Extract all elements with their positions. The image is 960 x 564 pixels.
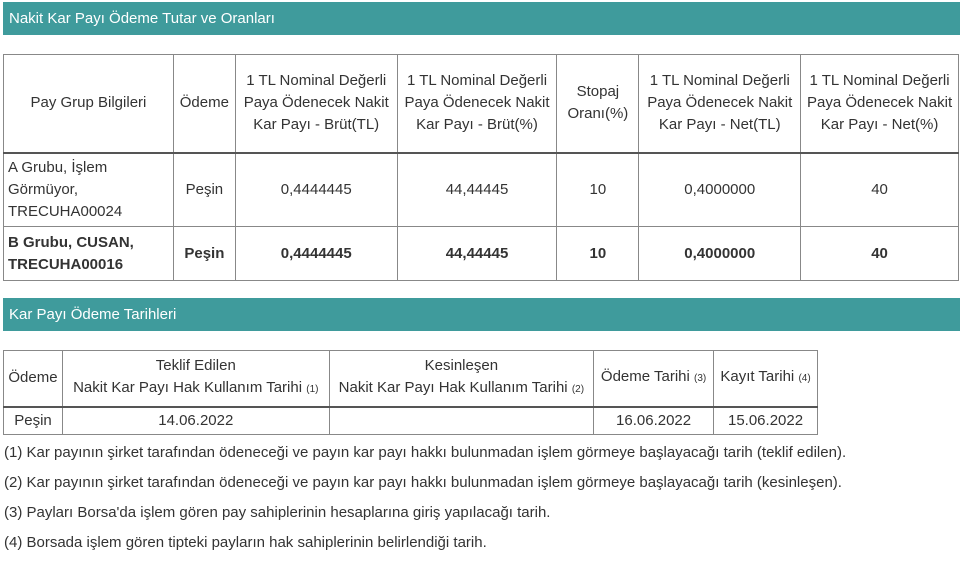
- table-header-row: [4, 55, 959, 153]
- cell-gross-tl: 0,4444445: [235, 153, 397, 227]
- cell-payment: Peşin: [173, 227, 235, 281]
- table-row: [4, 407, 818, 435]
- table-row: [4, 227, 959, 281]
- cell-net-tl: 0,4000000: [639, 227, 801, 281]
- footnote-3: (3) Payları Borsa'da işlem gören pay sahiplerinin hesaplarına giriş yapılacağı tarih.: [4, 504, 551, 521]
- header-line: Kesinleşen: [424, 357, 499, 375]
- table-header-row: [4, 351, 818, 407]
- cell-gross-pct: 44,44445: [397, 153, 557, 227]
- footnote-ref: (1): [306, 384, 319, 396]
- table-row: [4, 153, 959, 227]
- col-header-payment-date: [594, 351, 714, 407]
- header-text: Nakit Kar Payı Hak Kullanım Tarihi: [73, 379, 303, 397]
- cell-final-date: [329, 407, 594, 435]
- footnote-ref: (2): [571, 384, 585, 396]
- col-header-final-date: [329, 351, 594, 407]
- header-line: [332, 377, 592, 401]
- section-header-payment-dates: [3, 298, 960, 331]
- cell-net-pct: 40: [801, 153, 959, 227]
- cell-net-tl: 0,4000000: [639, 153, 801, 227]
- header-text: Nakit Kar Payı Hak Kullanım Tarihi: [338, 379, 568, 397]
- section-title: Nakit Kar Payı Ödeme Tutar ve Oranları: [9, 10, 275, 27]
- section-title: Kar Payı Ödeme Tarihleri: [9, 306, 177, 323]
- col-header-withholding: Stopaj Oranı(%): [557, 55, 639, 153]
- header-text: Ödeme Tarihi: [600, 368, 690, 386]
- footnotes: [4, 441, 846, 561]
- footnote-ref: (4): [798, 373, 811, 385]
- col-header-net-pct: 1 TL Nominal Değerli Paya Ödenecek Nakit Kar Payı - Net(%): [801, 55, 959, 153]
- col-header-net-tl: 1 TL Nominal Değerli Paya Ödenecek Nakit Kar Payı - Net(TL): [639, 55, 801, 153]
- footnote-ref: (3): [694, 373, 707, 385]
- cell-withholding: 10: [557, 227, 639, 281]
- col-header-record-date: [714, 351, 818, 407]
- cell-record-date: 15.06.2022: [714, 407, 818, 435]
- cell-gross-tl: 0,4444445: [235, 227, 397, 281]
- col-header-gross-pct: 1 TL Nominal Değerli Paya Ödenecek Nakit Kar Payı - Brüt(%): [397, 55, 557, 153]
- section-header-payment-amounts: [3, 2, 960, 35]
- cell-gross-pct: 44,44445: [397, 227, 557, 281]
- col-header-payment: Ödeme: [173, 55, 235, 153]
- footnote-1: (1) Kar payının şirket tarafından ödeneceği ve payın kar payı hakkı bulunmadan işlem görmeye başlayacağı tarih (teklif edilen).: [4, 444, 847, 461]
- col-header-payment: Ödeme: [4, 351, 63, 407]
- dividend-amounts-table: [3, 54, 959, 281]
- header-text: Kayıt Tarihi: [720, 368, 795, 386]
- dividend-dates-table: [3, 350, 818, 435]
- col-header-group-info: Pay Grup Bilgileri: [4, 55, 174, 153]
- cell-net-pct: 40: [801, 227, 959, 281]
- cell-group-info: B Grubu, CUSAN, TRECUHA00016: [4, 227, 174, 281]
- col-header-proposed-date: [62, 351, 329, 407]
- cell-withholding: 10: [557, 153, 639, 227]
- cell-payment: Peşin: [4, 407, 63, 435]
- header-line: [65, 377, 327, 401]
- col-header-gross-tl: 1 TL Nominal Değerli Paya Ödenecek Nakit Kar Payı - Brüt(TL): [235, 55, 397, 153]
- footnote-2: (2) Kar payının şirket tarafından ödeneceği ve payın kar payı hakkı bulunmadan işlem görmeye başlayacağı tarih (kesinleşen).: [4, 474, 842, 491]
- footnote-4: (4) Borsada işlem gören tipteki payların hak sahiplerinin belirlendiği tarih.: [4, 534, 487, 551]
- cell-payment-date: 16.06.2022: [594, 407, 714, 435]
- cell-proposed-date: 14.06.2022: [62, 407, 329, 435]
- cell-payment: Peşin: [173, 153, 235, 227]
- cell-group-info: A Grubu, İşlem Görmüyor, TRECUHA00024: [4, 153, 174, 227]
- header-line: Teklif Edilen: [155, 357, 236, 375]
